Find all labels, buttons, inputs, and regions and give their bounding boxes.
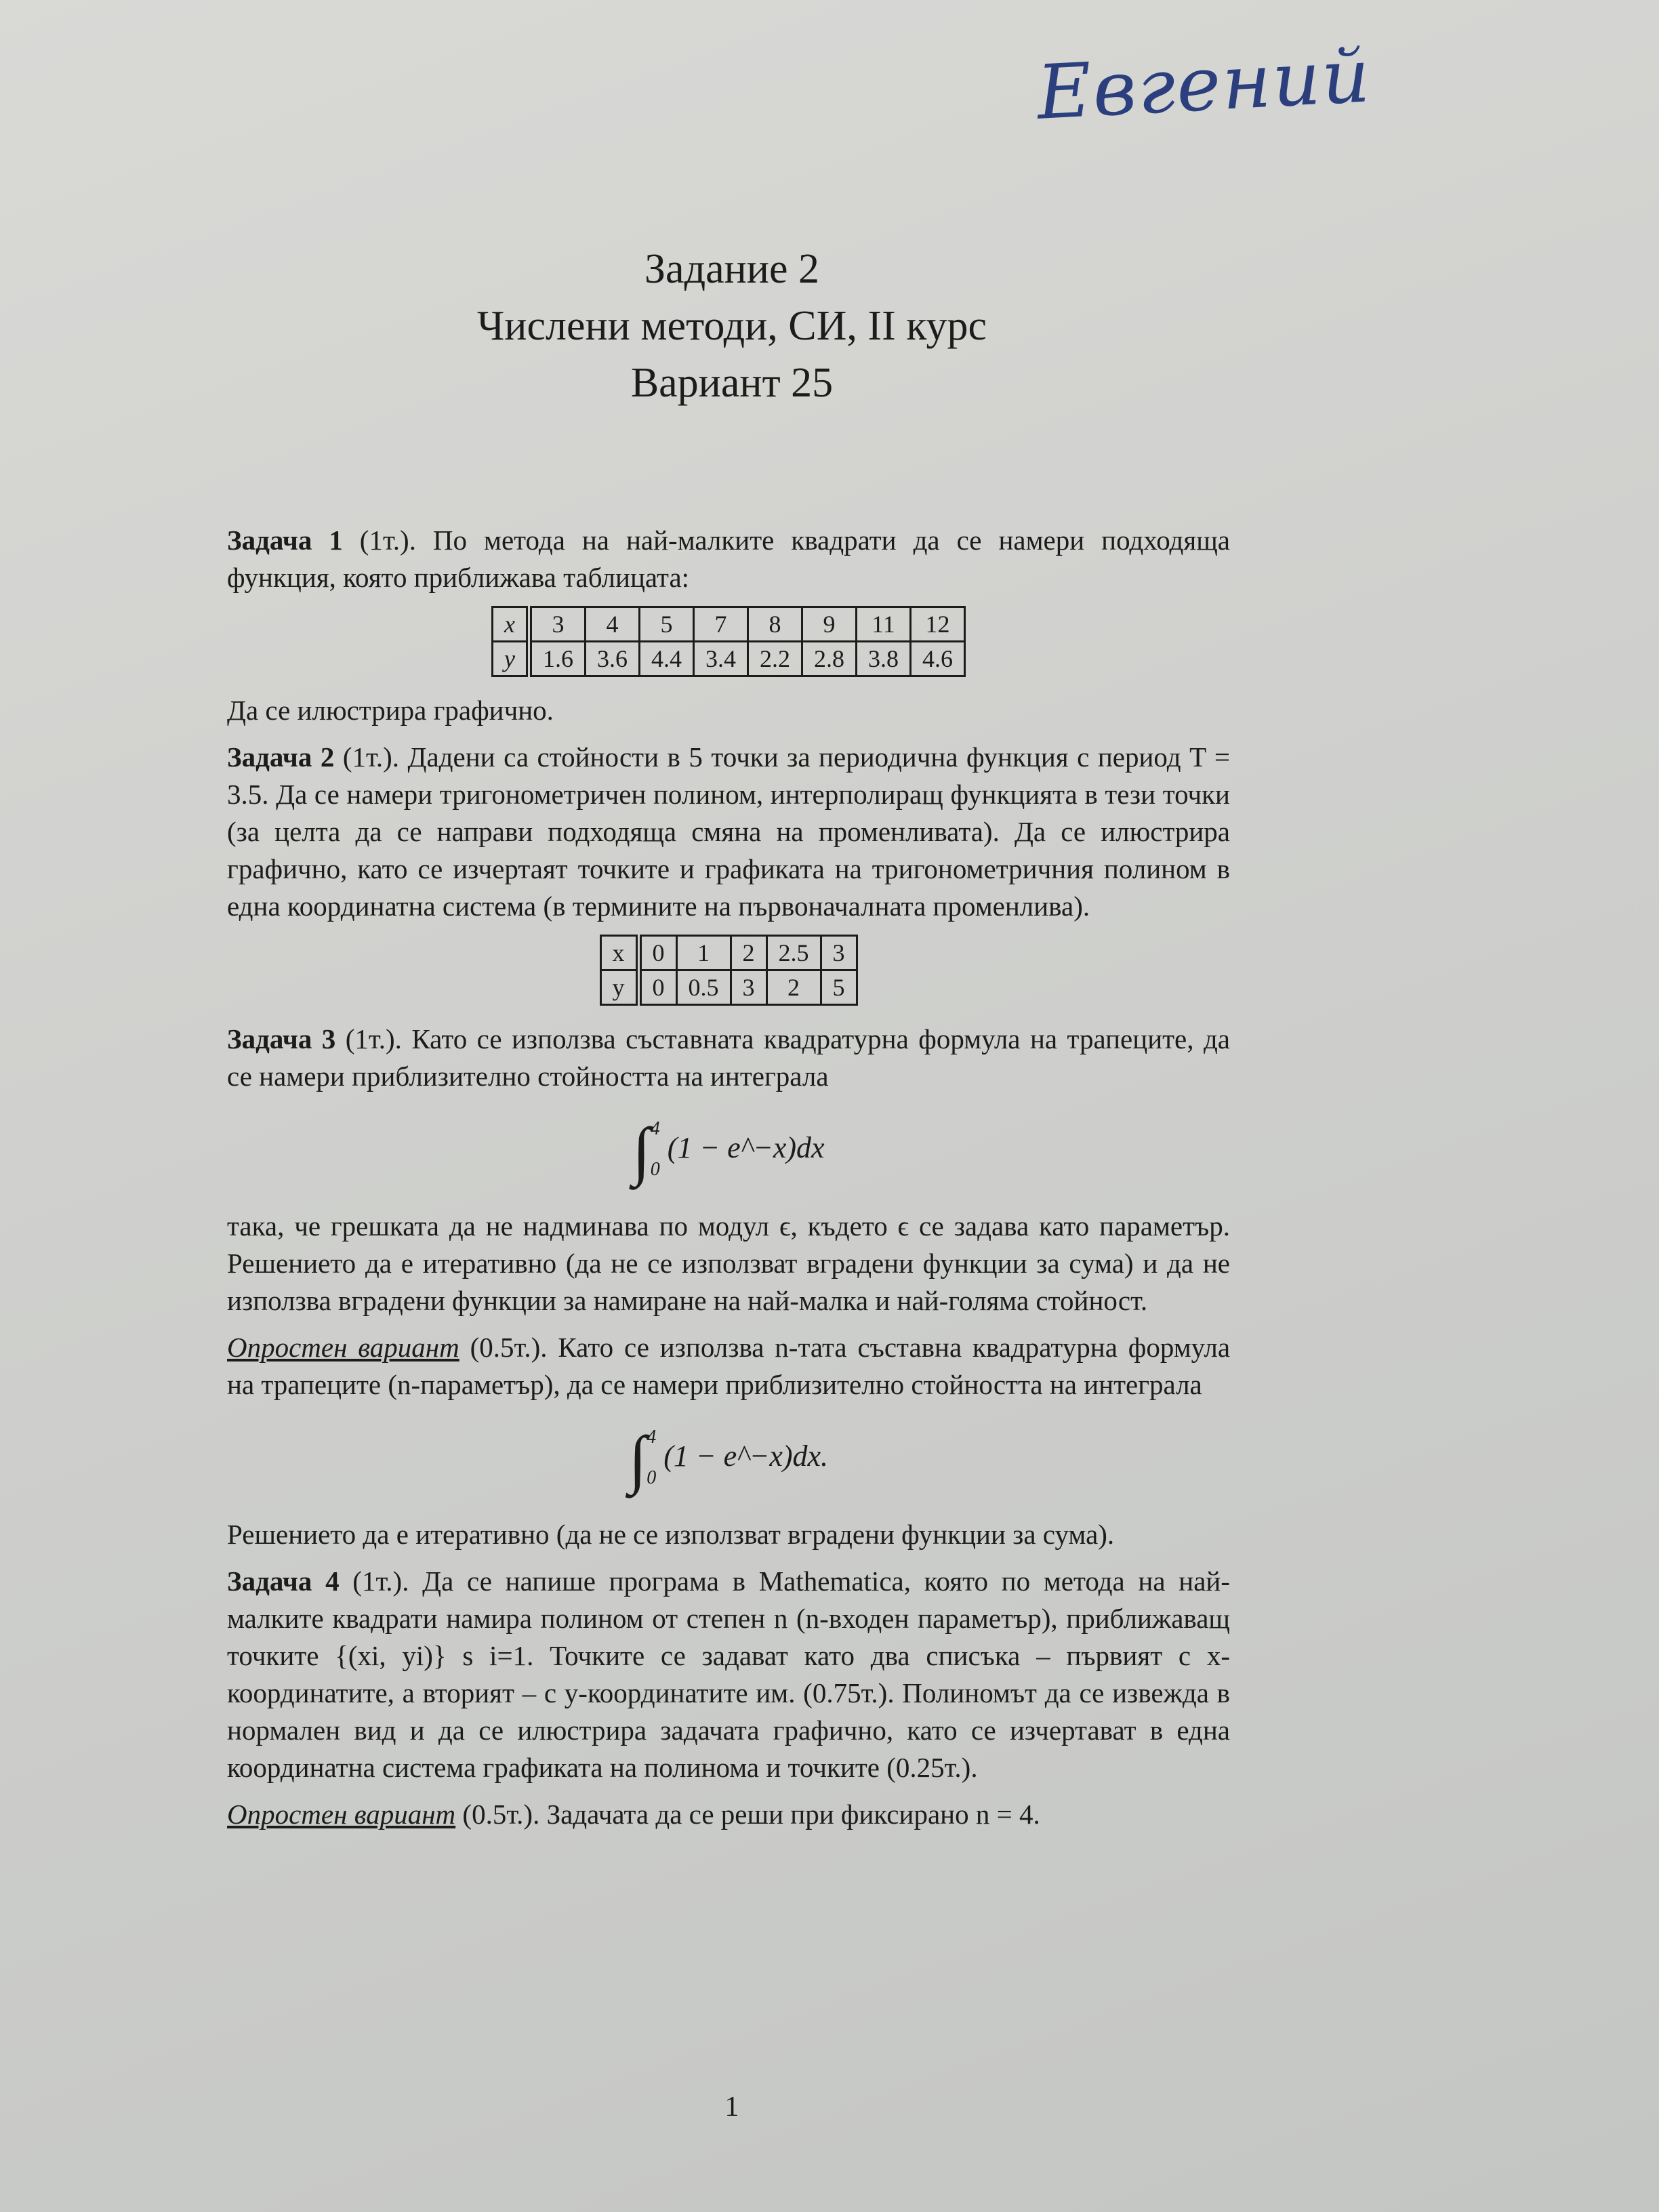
task-4-heading: Задача 4 xyxy=(227,1565,340,1597)
table-cell: 9 xyxy=(802,607,856,642)
table-cell: 3.8 xyxy=(856,642,910,676)
table-row xyxy=(600,970,857,1005)
task-3-simplified-label: Опростен вариант xyxy=(227,1332,459,1363)
table-row xyxy=(600,936,857,970)
task-4-simplified-text: Задачата да се реши при фиксирано n = 4. xyxy=(546,1799,1040,1830)
task-4-points: (1т.). xyxy=(352,1565,409,1597)
task-3-simplified-text: Като се използва n-тата съставна квадратурна формула на трапеците (n-параметър), да се намери приблизително стойността на интеграла xyxy=(227,1332,1231,1400)
integral-lower-limit: 0 xyxy=(647,1467,657,1488)
integral-upper-limit: 4 xyxy=(647,1427,657,1448)
handwritten-signature: Евгений xyxy=(1034,32,1374,136)
table-cell: 0 xyxy=(638,970,676,1005)
integrand: (1 − e^−x)dx. xyxy=(663,1439,829,1473)
title-line-1: Задание 2 xyxy=(644,246,820,292)
task-4-simplified xyxy=(227,1796,1230,1833)
integral-limits xyxy=(647,1417,656,1498)
task-4-simplified-label: Опростен вариант xyxy=(227,1799,456,1830)
task-1-table xyxy=(491,606,966,677)
task-2 xyxy=(227,739,1230,925)
table-cell: 4.6 xyxy=(910,642,964,676)
table-cell: 2.2 xyxy=(747,642,802,676)
table-header-cell: y xyxy=(493,642,529,676)
integral-limits xyxy=(651,1109,660,1190)
table-cell: 1 xyxy=(676,936,731,970)
table-cell: 1.6 xyxy=(529,642,585,676)
task-4-simplified-points: (0.5т.). xyxy=(462,1799,540,1830)
table-cell: 2.8 xyxy=(802,642,856,676)
page-title xyxy=(0,241,1464,411)
table-cell: 8 xyxy=(747,607,802,642)
table-row xyxy=(493,642,965,676)
table-header-cell: x xyxy=(600,936,638,970)
task-3-points: (1т.). xyxy=(345,1023,402,1054)
task-3-heading: Задача 3 xyxy=(227,1023,336,1054)
table-cell: 2 xyxy=(766,970,821,1005)
table-cell: 12 xyxy=(910,607,964,642)
task-1-points: (1т.). xyxy=(359,525,416,556)
table-cell: 3.6 xyxy=(585,642,639,676)
task-3-text: Като се използва съставната квадратурна формула на трапеците, да се намери приблизително стойността на интеграла xyxy=(227,1023,1230,1092)
integral-formula xyxy=(227,1109,1230,1190)
table-cell: 3 xyxy=(821,936,857,970)
integrand: (1 − e^−x)dx xyxy=(667,1131,825,1164)
table-cell: 3 xyxy=(731,970,766,1005)
table-cell: 11 xyxy=(856,607,910,642)
integral-sign-icon: ∫ xyxy=(632,1114,651,1187)
table-cell: 2 xyxy=(731,936,766,970)
table-cell: 2.5 xyxy=(766,936,821,970)
task-1-heading: Задача 1 xyxy=(227,525,343,556)
title-line-2: Числени методи, СИ, II курс xyxy=(477,303,987,349)
table-cell: 3 xyxy=(529,607,585,642)
page-number: 1 xyxy=(724,2091,739,2123)
task-3-simplified-points: (0.5т.). xyxy=(470,1332,548,1363)
task-1-after: Да се илюстрира графично. xyxy=(227,695,554,726)
tasks-content xyxy=(227,522,1230,1843)
task-1 xyxy=(227,522,1230,596)
table-cell: 4 xyxy=(585,607,639,642)
table-header-cell: y xyxy=(600,970,638,1005)
task-3-simplified xyxy=(227,1329,1230,1404)
table-cell: 0 xyxy=(638,936,676,970)
table-cell: 5 xyxy=(821,970,857,1005)
integral-lower-limit: 0 xyxy=(650,1159,660,1180)
table-cell: 7 xyxy=(693,607,747,642)
task-3-simplified-after: Решението да е итеративно (да не се използват вградени функции за сума). xyxy=(227,1519,1115,1550)
table-cell: 5 xyxy=(639,607,693,642)
task-3-after: така, че грешката да не надминава по модул ϵ, където ϵ се задава като параметър. Решението да е итеративно (да не се използват вградени функции за сума) и да не използва вградени функции за намиране на най-малка и най-голяма стойност. xyxy=(227,1210,1230,1316)
title-line-3: Вариант 25 xyxy=(630,360,834,406)
integral-formula-2 xyxy=(227,1417,1230,1498)
task-1-text: По метода на най-малките квадрати да се намери подходяща функция, която приближава таблицата: xyxy=(227,525,1230,593)
task-2-points: (1т.). xyxy=(342,741,400,773)
task-2-heading: Задача 2 xyxy=(227,741,335,773)
table-cell: 0.5 xyxy=(676,970,731,1005)
integral-upper-limit: 4 xyxy=(650,1118,660,1139)
task-4 xyxy=(227,1563,1230,1786)
table-cell: 3.4 xyxy=(693,642,747,676)
task-2-text: Дадени са стойности в 5 точки за периодична функция с период T = 3.5. Да се намери тригонометричен полином, интерполиращ функцията в тези точки (за целта да се направи подходяща смяна на променливата). Да се илюстрира графично, като се изчертаят точките и графиката на тригонометричния полином в една координатна система (в термините на първоначалната променлива). xyxy=(227,741,1231,922)
table-cell: 4.4 xyxy=(639,642,693,676)
task-4-text: Да се напише програма в Mathematica, която по метода на най-малките квадрати намира полином от степен n (n-входен параметър), приближаващ точките {(xi, yi)} s i=1. Точките се задават като два списъка – първият с x-координатите, а вторият – с y-координатите им. (0.75т.). Полиномът да се извежда в нормален вид и да се илюстрира задачата графично, като се изчертават в една координатна система графиката на полинома и точките (0.25т.). xyxy=(227,1565,1231,1783)
task-2-table xyxy=(600,935,858,1006)
table-header-cell: x xyxy=(493,607,529,642)
task-3 xyxy=(227,1021,1230,1095)
integral-sign-icon: ∫ xyxy=(628,1422,647,1495)
table-row xyxy=(493,607,965,642)
